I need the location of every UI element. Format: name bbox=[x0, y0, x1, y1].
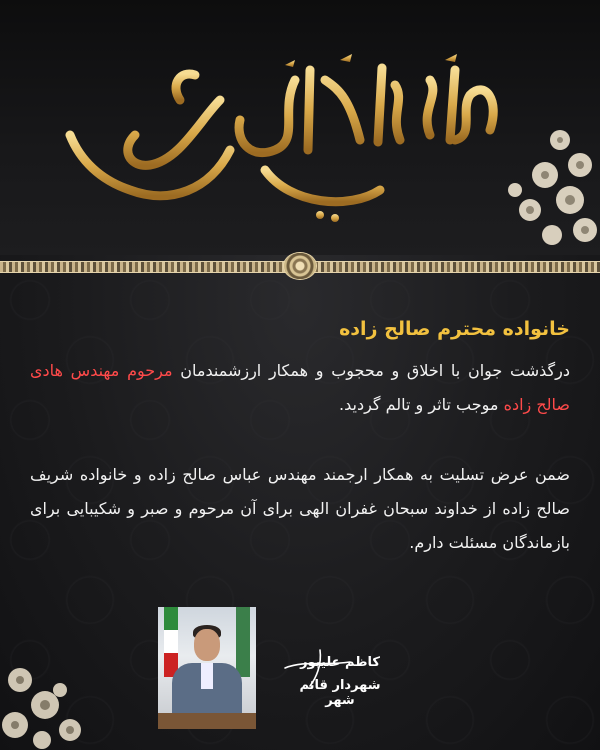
flag-left bbox=[164, 607, 178, 677]
message-paragraph-2: ضمن عرض تسلیت به همکار ارجمند مهندس عباس صالح زاده و خانواده شریف صالح زاده از خداوند سبحان غفران الهی برای آن مرحوم و صبر و شکیبایی برای بازماندگان مسئلت دارم. bbox=[30, 465, 570, 552]
portrait-head bbox=[194, 629, 220, 661]
signer-name: کاظم علیپور bbox=[300, 655, 380, 670]
paragraph-1-ending: موجب تاثر و تالم گردید. bbox=[339, 395, 504, 414]
floral-bouquet-icon bbox=[490, 110, 600, 260]
paragraph-1-text: درگذشت جوان با اخلاق و محجوب و همکار ارزشمندمان bbox=[180, 361, 571, 380]
paragraph-spacer bbox=[30, 422, 570, 458]
portrait-desk bbox=[158, 713, 256, 729]
message-block bbox=[30, 318, 570, 560]
portrait-photo bbox=[158, 607, 256, 729]
gold-medallion-divider-icon bbox=[0, 253, 600, 279]
medallion-icon bbox=[284, 253, 316, 279]
floral-corner-icon bbox=[0, 620, 110, 750]
message-paragraph-1 bbox=[30, 354, 570, 422]
signer-title: شهردار قائم شهر bbox=[299, 678, 381, 708]
message-heading: خانواده محترم صالح زاده bbox=[339, 318, 570, 340]
deceased-name: مرحوم مهندس هادی صالح زاده bbox=[30, 361, 570, 414]
calligraphy-logo bbox=[60, 40, 510, 240]
flag-right bbox=[236, 607, 250, 677]
portrait-shirt bbox=[201, 663, 213, 689]
